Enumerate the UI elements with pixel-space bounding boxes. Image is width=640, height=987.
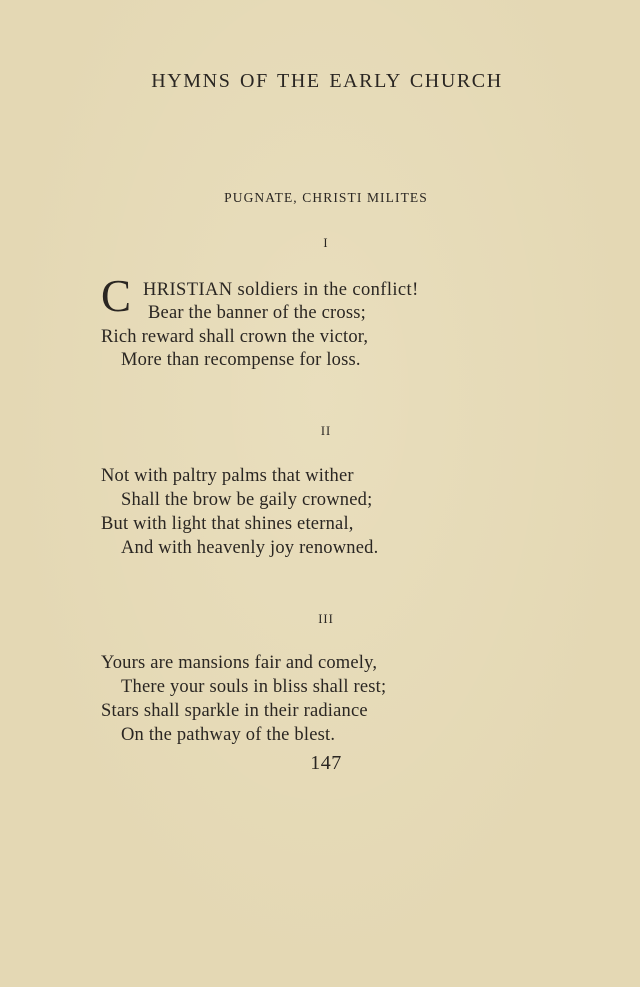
verse-line: HRISTIAN soldiers in the conflict! <box>143 280 419 300</box>
running-head: HYMNS OF THE EARLY CHURCH <box>151 70 503 92</box>
verse-line: Shall the brow be gaily crowned; <box>121 490 373 510</box>
verse-line: Rich reward shall crown the victor, <box>101 327 369 347</box>
verse-line: More than recompense for loss. <box>121 350 361 370</box>
hymn-title: PUGNATE, CHRISTI MILITES <box>224 190 428 205</box>
stanza-numeral: III <box>318 612 334 626</box>
stanza-numeral: I <box>323 236 329 250</box>
verse-line: Yours are mansions fair and comely, <box>101 653 378 673</box>
stanza-numeral: II <box>320 424 332 438</box>
verse-line: On the pathway of the blest. <box>121 725 336 745</box>
verse-line: Not with paltry palms that wither <box>101 466 354 486</box>
verse-line: Bear the banner of the cross; <box>148 303 366 323</box>
verse-line: And with heavenly joy renowned. <box>121 538 379 558</box>
page-number: 147 <box>310 752 342 774</box>
verse-line: Stars shall sparkle in their radiance <box>101 701 368 721</box>
verse-line: But with light that shines eternal, <box>101 514 354 534</box>
verse-line: There your souls in bliss shall rest; <box>121 677 387 697</box>
drop-cap: C <box>101 271 132 321</box>
